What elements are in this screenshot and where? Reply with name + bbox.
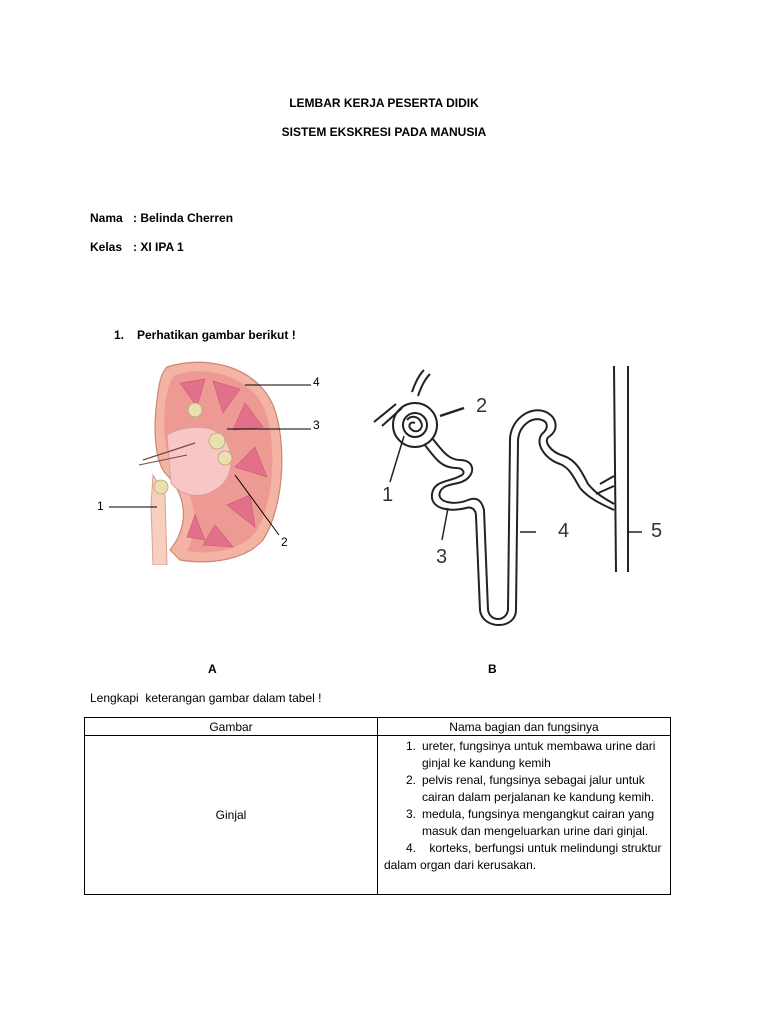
name-label: Nama xyxy=(90,211,123,225)
figure-b-label-2: 2 xyxy=(476,395,488,417)
page-subtitle: SISTEM EKSKRESI PADA MANUSIA xyxy=(281,125,487,139)
figure-b-label-3: 3 xyxy=(436,546,448,568)
figure-a-label-1: 1 xyxy=(97,499,104,513)
nephron-figure-b xyxy=(360,360,680,630)
table-header-row xyxy=(85,718,671,736)
figure-a-label-3: 3 xyxy=(313,418,320,432)
figure-a-caption: A xyxy=(208,662,217,676)
figure-a-label-2: 2 xyxy=(281,535,288,549)
page-title: LEMBAR KERJA PESERTA DIDIK xyxy=(289,96,479,110)
header-gambar: Gambar xyxy=(85,718,378,736)
item-text: medula, fungsinya mengangkut cairan yang masuk dan mengeluarkan urine dari ginjal. xyxy=(422,807,655,838)
item-number: 3. xyxy=(406,807,417,821)
header-nama-bagian: Nama bagian dan fungsinya xyxy=(378,718,671,736)
item-text: pelvis renal, fungsinya sebagai jalur untuk cairan dalam perjalanan ke kandung kemih. xyxy=(422,773,655,804)
list-item xyxy=(384,806,666,840)
figure-b-label-4: 4 xyxy=(558,520,570,542)
figure-b-label-5: 5 xyxy=(651,520,663,542)
name-value: : Belinda Cherren xyxy=(133,211,234,225)
class-value: : XI IPA 1 xyxy=(133,240,184,254)
table-row xyxy=(85,736,671,895)
item-text: ureter, fungsinya untuk membawa urine dari ginjal ke kandung kemih xyxy=(422,739,656,770)
item-number: 1. xyxy=(406,739,417,753)
cell-description xyxy=(378,736,671,895)
answer-table xyxy=(84,717,671,895)
instruction-text: Lengkapi keterangan gambar dalam tabel ! xyxy=(90,691,322,705)
question-number: 1. xyxy=(114,328,125,342)
kidney-figure-a xyxy=(95,355,335,565)
figure-b-label-1: 1 xyxy=(382,484,394,506)
list-item-last: 4. korteks, berfungsi untuk melindungi struktur dalam organ dari kerusakan. xyxy=(384,841,665,872)
figure-b-caption: B xyxy=(488,662,497,676)
item-number: 2. xyxy=(406,773,417,787)
question-text: Perhatikan gambar berikut ! xyxy=(137,328,296,342)
list-item xyxy=(384,772,666,806)
figure-a-label-4: 4 xyxy=(313,375,320,389)
cell-gambar: Ginjal xyxy=(85,736,378,895)
list-item xyxy=(384,738,666,772)
class-label: Kelas xyxy=(90,240,123,254)
